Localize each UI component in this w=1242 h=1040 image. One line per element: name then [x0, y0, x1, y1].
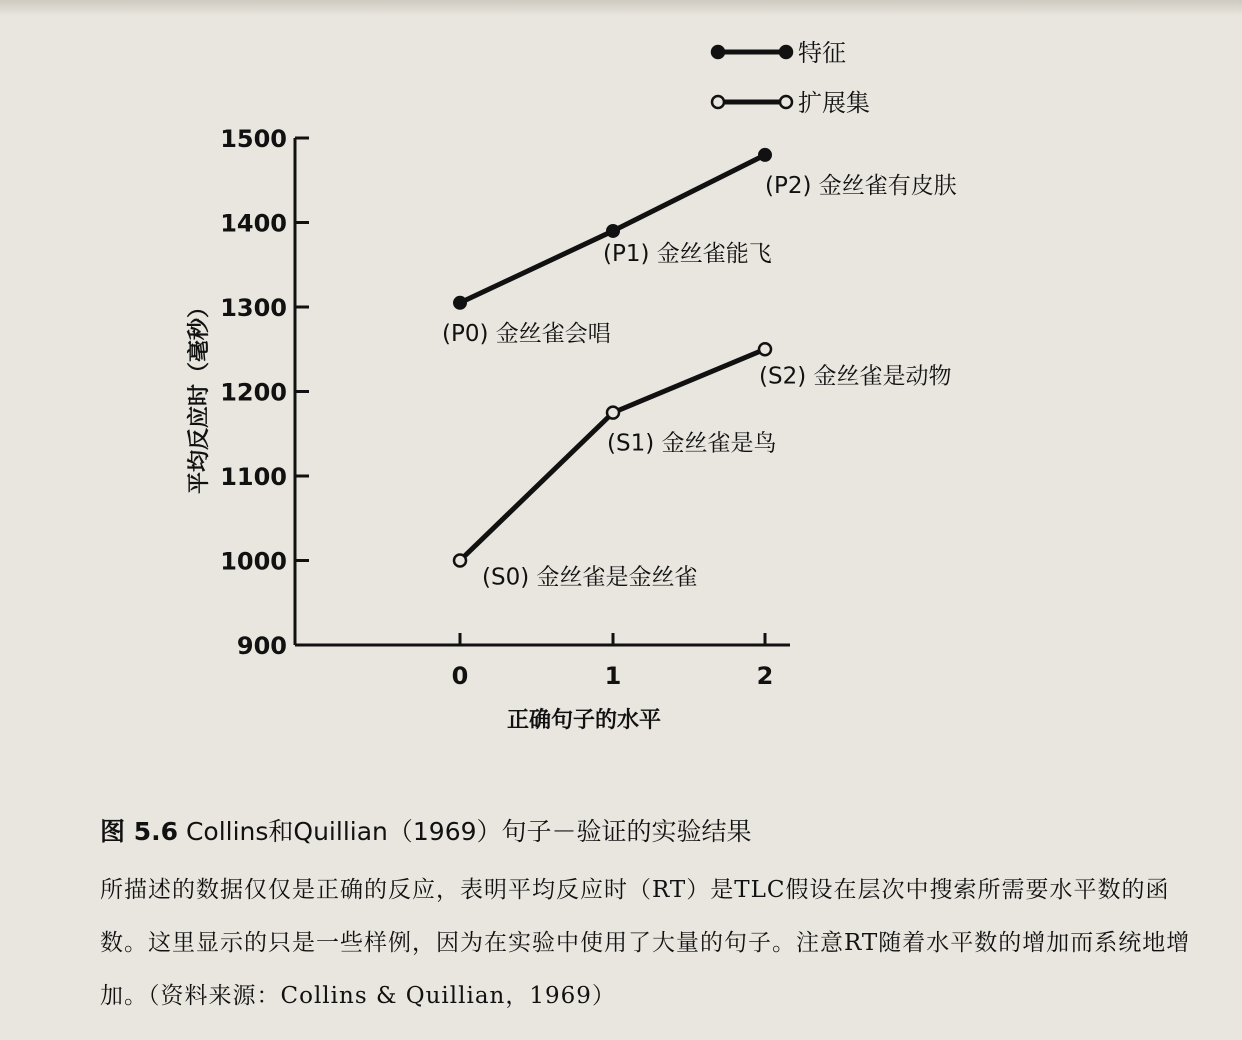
chart-legend — [712, 39, 870, 117]
data-point-label: (S2) 金丝雀是动物 — [759, 363, 952, 390]
y-tick-label: 1300 — [220, 294, 287, 322]
x-tick-label: 0 — [451, 662, 469, 690]
data-point-label: (P2) 金丝雀有皮肤 — [765, 172, 957, 199]
legend-label: 特征 — [798, 39, 846, 67]
x-tick-label: 1 — [604, 662, 622, 690]
data-point-label: (P1) 金丝雀能飞 — [603, 240, 772, 267]
y-axis-title: 平均反应时（毫秒） — [187, 295, 212, 495]
data-point — [607, 224, 620, 237]
data-point-label: (S0) 金丝雀是金丝雀 — [482, 564, 698, 591]
data-point — [759, 148, 772, 161]
chart-ticks — [220, 125, 773, 690]
legend-marker — [780, 96, 792, 108]
y-tick-label: 1000 — [220, 547, 287, 576]
legend-label: 扩展集 — [798, 89, 870, 117]
figure-title: Collins和Quillian（1969）句子－验证的实验结果 — [185, 817, 752, 846]
legend-marker — [712, 46, 724, 58]
y-tick-label: 1500 — [220, 125, 287, 153]
figure-caption-body: 所描述的数据仅仅是正确的反应，表明平均反应时（RT）是TLC假设在层次中搜索所需要水平数的函数。这里显示的只是一些样例，因为在实验中使用了大量的句子。注意RT随着水平数的增加而系统地增加。（资料来源：Collins & Quillian，1969） — [100, 877, 1191, 1009]
data-point — [454, 555, 466, 567]
data-point — [759, 343, 771, 355]
legend-marker — [780, 46, 792, 58]
data-point — [607, 407, 619, 419]
x-tick-label: 2 — [756, 662, 774, 690]
legend-marker — [712, 96, 724, 108]
y-tick-label: 1400 — [220, 209, 287, 238]
x-axis-title: 正确句子的水平 — [506, 708, 662, 733]
y-tick-label: 900 — [236, 632, 287, 660]
data-point-label: (P0) 金丝雀会唱 — [442, 320, 611, 347]
y-tick-label: 1100 — [220, 463, 287, 491]
figure-caption-title — [100, 812, 752, 848]
figure-number: 图 5.6 — [100, 817, 178, 846]
chart-series — [442, 148, 957, 590]
data-point-label: (S1) 金丝雀是鸟 — [607, 430, 777, 457]
y-tick-label: 1200 — [220, 378, 287, 407]
data-point — [454, 296, 467, 309]
